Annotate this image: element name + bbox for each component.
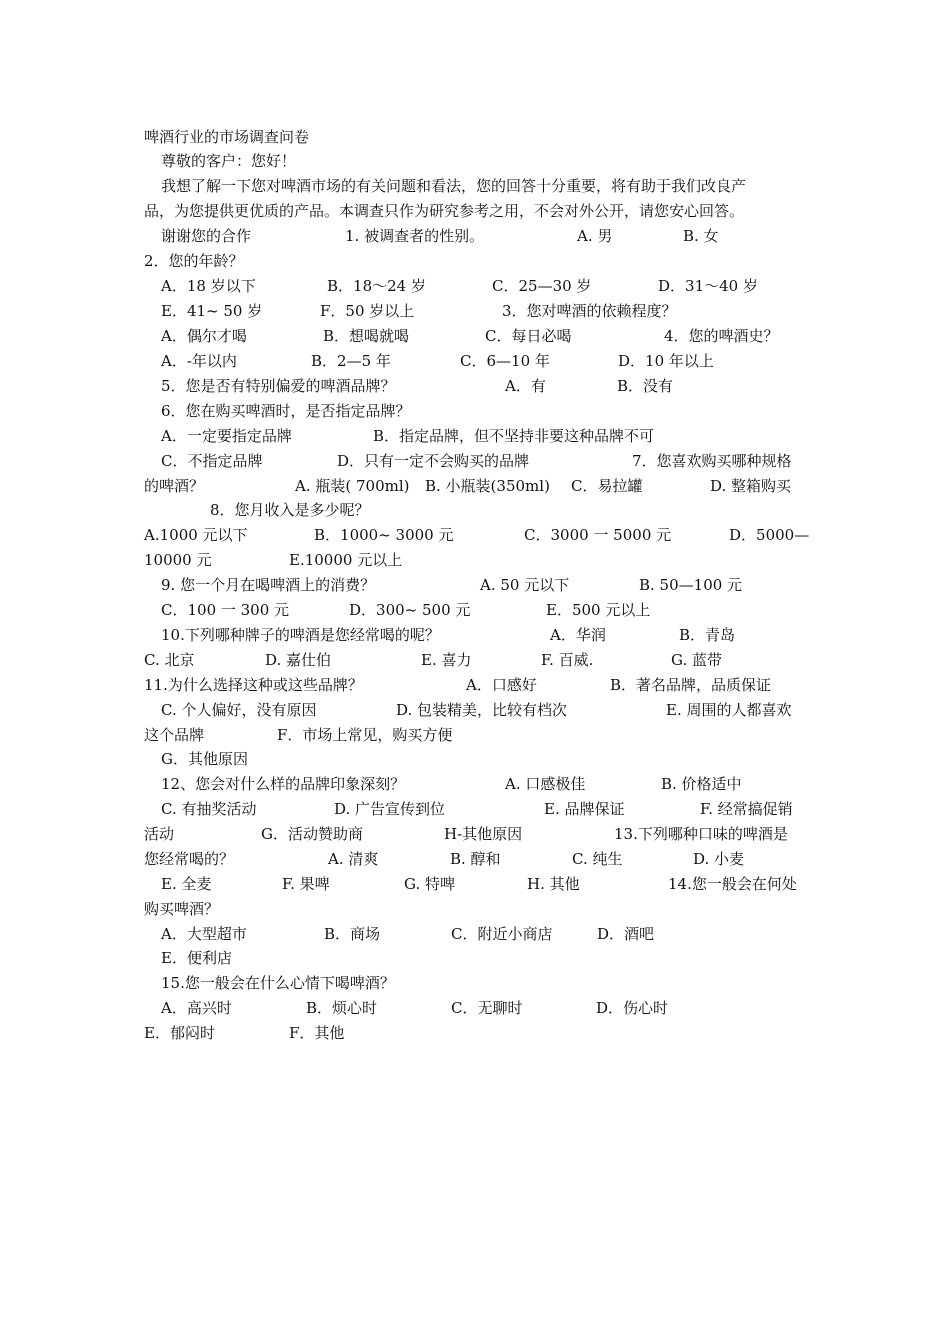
q15-option-d: D．伤心时: [596, 999, 669, 1017]
q7-option-c: C．易拉罐: [571, 477, 643, 495]
q12-option-f-cont: 活动: [144, 825, 175, 843]
q10-option-a: A．华润: [550, 626, 606, 644]
line-25: [144, 723, 453, 748]
q12-option-d: D. 广告宣传到位: [334, 800, 446, 818]
line-37: [144, 1021, 345, 1046]
q15-option-e: E．郁闷时: [144, 1024, 215, 1042]
line-12: [144, 399, 411, 424]
q14-option-d: D．酒吧: [597, 925, 655, 943]
line-27: [144, 772, 742, 797]
q4-option-a: A．-年以内: [161, 352, 237, 370]
q15-option-b: B．烦心时: [306, 999, 378, 1017]
q11-option-d: D. 包装精美，比较有档次: [396, 701, 568, 719]
q9-option-c: C．100 一 300 元: [161, 601, 290, 619]
q11-option-g: G．其他原因: [161, 750, 248, 768]
q6-text: 6．您在购买啤酒时，是否指定品牌？: [161, 402, 411, 420]
line-35: [144, 971, 395, 996]
q5-option-a: A．有: [505, 377, 546, 395]
line-15: [144, 474, 792, 499]
q9-option-d: D．300~ 500 元: [349, 601, 471, 619]
line-6: [144, 249, 244, 274]
q12-option-b: B. 价格适中: [661, 775, 742, 793]
q13-text-2: 您经常喝的？: [144, 850, 235, 868]
q2-option-c: C．25—30 岁: [492, 277, 592, 295]
q10-option-g: G. 蓝带: [671, 651, 722, 669]
line-28: [144, 797, 793, 822]
q3-text: 3．您对啤酒的依赖程度？: [502, 302, 677, 320]
q1-option-a: A. 男: [577, 227, 613, 245]
q10-option-e: E. 喜力: [421, 651, 472, 669]
q13-option-d: D. 小麦: [693, 850, 745, 868]
line-14: [144, 449, 792, 474]
q7-option-a: A. 瓶装( 700ml): [295, 477, 410, 495]
intro-text-2: 品，为您提供更优质的产品。本调查只作为研究参考之用，不会对外公开，请您安心回答。: [144, 202, 745, 220]
q12-option-e: E. 品牌保证: [544, 800, 625, 818]
line-34: [144, 946, 232, 971]
q10-option-d: D. 嘉仕伯: [265, 651, 332, 669]
q13-option-f: F. 果啤: [282, 875, 330, 893]
q12-option-f: F. 经常搞促销: [700, 800, 793, 818]
q13-option-a: A. 清爽: [328, 850, 379, 868]
q12-text: 12、您会对什么样的品牌印象深刻？: [161, 775, 406, 793]
q7-option-d: D. 整箱购买: [710, 477, 792, 495]
q15-option-c: C．无聊时: [451, 999, 523, 1017]
line-24: [144, 698, 792, 723]
q11-option-c: C. 个人偏好，没有原因: [161, 701, 317, 719]
q1-text: 1. 被调查者的性别。: [345, 227, 485, 245]
line-22: [144, 648, 722, 673]
q8-text: 8．您月收入是多少呢？: [210, 501, 370, 519]
q3-option-a: A．偶尔才喝: [161, 327, 247, 345]
line-31: [144, 872, 797, 897]
q4-option-c: C．6—10 年: [460, 352, 550, 370]
line-19: [144, 573, 743, 598]
q15-option-f: F．其他: [289, 1024, 345, 1042]
q1-option-b: B. 女: [683, 227, 719, 245]
q2-option-e: E．41~ 50 岁: [161, 302, 263, 320]
intro-text-1: 我想了解一下您对啤酒市场的有关问题和看法，您的回答十分重要，将有助于我们改良产: [161, 177, 747, 195]
q11-option-b: B．著名品牌，品质保证: [610, 676, 772, 694]
q13-option-g: G. 特啤: [404, 875, 455, 893]
thanks-text: 谢谢您的合作: [161, 227, 252, 245]
q13-option-e: E. 全麦: [161, 875, 212, 893]
line-36: [144, 996, 669, 1021]
q11-option-a: A．口感好: [466, 676, 537, 694]
line-5: [144, 224, 719, 249]
q5-option-b: B．没有: [617, 377, 674, 395]
q14-text-2: 购买啤酒？: [144, 900, 220, 918]
q14-option-e: E．便利店: [161, 949, 232, 967]
q5-text: 5．您是否有特别偏爱的啤酒品牌？: [161, 377, 396, 395]
q6-option-c: C．不指定品牌: [161, 452, 263, 470]
q11-option-e-cont: 这个品牌: [144, 726, 205, 744]
line-9: [144, 324, 779, 349]
q8-option-d-cont: 10000 元: [144, 551, 212, 569]
q14-option-a: A．大型超市: [161, 925, 247, 943]
q15-option-a: A．高兴时: [161, 999, 232, 1017]
q2-option-d: D．31～40 岁: [658, 277, 758, 295]
q11-option-f: F．市场上常见，购买方便: [277, 726, 453, 744]
q2-option-b: B．18～24 岁: [327, 277, 426, 295]
line-32: [144, 897, 220, 922]
greeting: 尊敬的客户：您好！: [161, 152, 297, 170]
q10-option-c: C. 北京: [144, 651, 195, 669]
q10-option-f: F. 百威.: [541, 651, 594, 669]
q13-option-c: C. 纯生: [572, 850, 623, 868]
line-1: [144, 125, 310, 150]
q6-option-b: B．指定品牌，但不坚持非要这种品牌不可: [373, 427, 655, 445]
q11-option-e: E. 周围的人都喜欢: [666, 701, 792, 719]
line-8: [144, 299, 677, 324]
line-10: [144, 349, 714, 374]
q14-text-1: 14.您一般会在何处: [668, 875, 797, 893]
q7-text-2: 的啤酒？: [144, 477, 205, 495]
q13-text-1: 13.下列哪种口味的啤酒是: [614, 825, 788, 843]
q4-option-b: B．2—5 年: [311, 352, 391, 370]
q8-option-a: A.1000 元以下: [144, 526, 248, 544]
q4-text: 4．您的啤酒史？: [664, 327, 779, 345]
q12-option-a: A. 口感极佳: [505, 775, 586, 793]
line-26: [144, 747, 248, 772]
line-33: [144, 922, 655, 947]
line-2: [144, 149, 297, 174]
q6-option-a: A．一定要指定品牌: [161, 427, 292, 445]
q3-option-b: B．想喝就喝: [323, 327, 410, 345]
q9-option-a: A. 50 元以下: [480, 576, 570, 594]
q8-option-c: C．3000 一 5000 元: [524, 526, 672, 544]
q14-option-b: B．商场: [324, 925, 381, 943]
line-20: [144, 598, 651, 623]
q13-option-b: B. 醇和: [450, 850, 501, 868]
q4-option-d: D．10 年以上: [618, 352, 714, 370]
q8-option-e: E.10000 元以上: [289, 551, 403, 569]
document-title: 啤酒行业的市场调查问卷: [144, 128, 310, 146]
line-21: [144, 623, 736, 648]
line-7: [144, 274, 758, 299]
q6-option-d: D．只有一定不会购买的品牌: [337, 452, 530, 470]
line-30: [144, 847, 745, 872]
q12-option-c: C. 有抽奖活动: [161, 800, 257, 818]
line-16: [144, 498, 370, 523]
q2-option-a: A．18 岁以下: [161, 277, 256, 295]
q9-text: 9. 您一个月在喝啤酒上的消费？: [161, 576, 376, 594]
q9-option-e: E．500 元以上: [546, 601, 651, 619]
line-18: [144, 548, 403, 573]
q15-text: 15.您一般会在什么心情下喝啤酒？: [161, 974, 395, 992]
q8-option-b: B．1000~ 3000 元: [314, 526, 454, 544]
line-13: [144, 424, 655, 449]
q11-text: 11.为什么选择这种或这些品牌？: [144, 676, 363, 694]
q2-option-f: F．50 岁以上: [320, 302, 415, 320]
q13-option-h: H. 其他: [527, 875, 580, 893]
line-29: [144, 822, 788, 847]
q12-option-g: G．活动赞助商: [261, 825, 363, 843]
q10-text: 10.下列哪种牌子的啤酒是您经常喝的呢？: [161, 626, 440, 644]
q3-option-c: C．每日必喝: [485, 327, 572, 345]
line-17: [144, 523, 810, 548]
line-11: [144, 374, 674, 399]
q9-option-b: B. 50—100 元: [639, 576, 743, 594]
q14-option-c: C．附近小商店: [451, 925, 553, 943]
q10-option-b: B．青岛: [679, 626, 736, 644]
line-4: [144, 199, 745, 224]
line-3: [144, 174, 747, 199]
q8-option-d: D．5000—: [729, 526, 810, 544]
q2-text: 2．您的年龄？: [144, 252, 244, 270]
q7-option-b: B. 小瓶装(350ml): [425, 477, 550, 495]
q7-text-1: 7．您喜欢购买哪种规格: [632, 452, 792, 470]
line-23: [144, 673, 772, 698]
q12-option-h: H-其他原因: [444, 825, 523, 843]
